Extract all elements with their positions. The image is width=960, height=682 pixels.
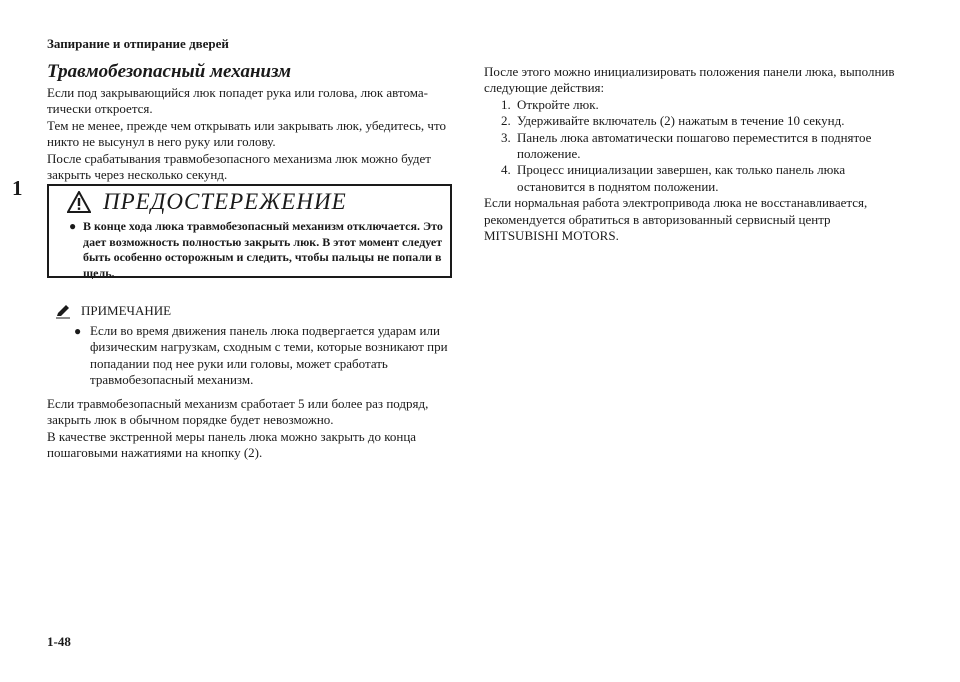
- after-note-text: [47, 396, 457, 462]
- chapter-tab: 1: [12, 176, 23, 200]
- step-text: Откройте люк.: [517, 96, 599, 112]
- section-heading: Травмобезопасный механизм: [47, 61, 292, 82]
- right-column: [484, 64, 904, 244]
- step-text: Удерживайте включатель (2) нажатым в течение 10 секунд.: [517, 113, 845, 129]
- bullet-icon: ●: [74, 324, 82, 338]
- running-header: Запирание и отпирание дверей: [47, 36, 229, 51]
- step-text: Процесс инициализации завершен, как только панель люка остановится в поднятом положении.: [517, 162, 846, 194]
- warning-item: [69, 219, 449, 281]
- note-item: [74, 323, 459, 389]
- step-text: Панель люка автоматически пошагово переместится в поднятое положение.: [517, 129, 872, 162]
- step-number: 3.: [501, 129, 511, 145]
- note-title: ПРИМЕЧАНИЕ: [81, 303, 172, 318]
- list-item: [484, 162, 904, 195]
- note-header: [55, 303, 171, 319]
- warning-title: ПРЕДОСТЕРЕЖЕНИЕ: [103, 189, 347, 214]
- left-column: [47, 60, 457, 183]
- paragraph: Если травмобезопасный механизм сработает 5 или более раз подряд, закрыть люк в обычном порядке будет невозможно.: [47, 396, 429, 428]
- paragraph: Если нормальная работа электропривода люка не восстанавливается, рекомендуется обратиться в авторизованный сервисный центр MITSUBISHI MOTORS.: [484, 195, 868, 244]
- paragraph: Тем не менее, прежде чем открывать или закрывать люк, убедитесь, что никто не высунул в него руку или голову.: [47, 117, 446, 150]
- paragraph: После срабатывания травмобезопасного механизма люк можно будет закрыть через несколько секунд.: [47, 150, 431, 183]
- page-number: 1-48: [47, 634, 71, 649]
- step-number: 1.: [501, 96, 511, 112]
- paragraph: После этого можно инициализировать положения панели люка, выполнив следующие действия:: [484, 64, 895, 96]
- list-item: [484, 97, 904, 113]
- step-number: 2.: [501, 113, 511, 129]
- bullet-icon: ●: [69, 219, 77, 233]
- step-number: 4.: [501, 162, 511, 178]
- paragraph: Если под закрывающийся люк попадет рука или голова, люк автома-тически откроется.: [47, 85, 428, 117]
- note-pencil-icon: [55, 303, 71, 319]
- warning-box: [47, 184, 452, 278]
- list-item: [484, 113, 904, 129]
- list-item: [484, 130, 904, 163]
- warning-triangle-icon: [67, 191, 91, 213]
- steps-list: [484, 97, 904, 195]
- warning-text: В конце хода люка травмобезопасный механизм отключается. Это дает возможность полностью закрыть люк. В этот момент следует быть особенно осторожным и следить, чтобы пальцы не попали в щель.: [83, 219, 443, 280]
- warning-header: [67, 189, 347, 215]
- note-text: Если во время движения панель люка подвергается ударам или физическим нагрузкам, сходным с теми, которые возникают при попадании под нее руки или головы, может сработать травмобезопасный механизм.: [90, 323, 448, 388]
- paragraph: В качестве экстренной меры панель люка можно закрыть до конца пошаговыми нажатиями на кнопку (2).: [47, 428, 417, 461]
